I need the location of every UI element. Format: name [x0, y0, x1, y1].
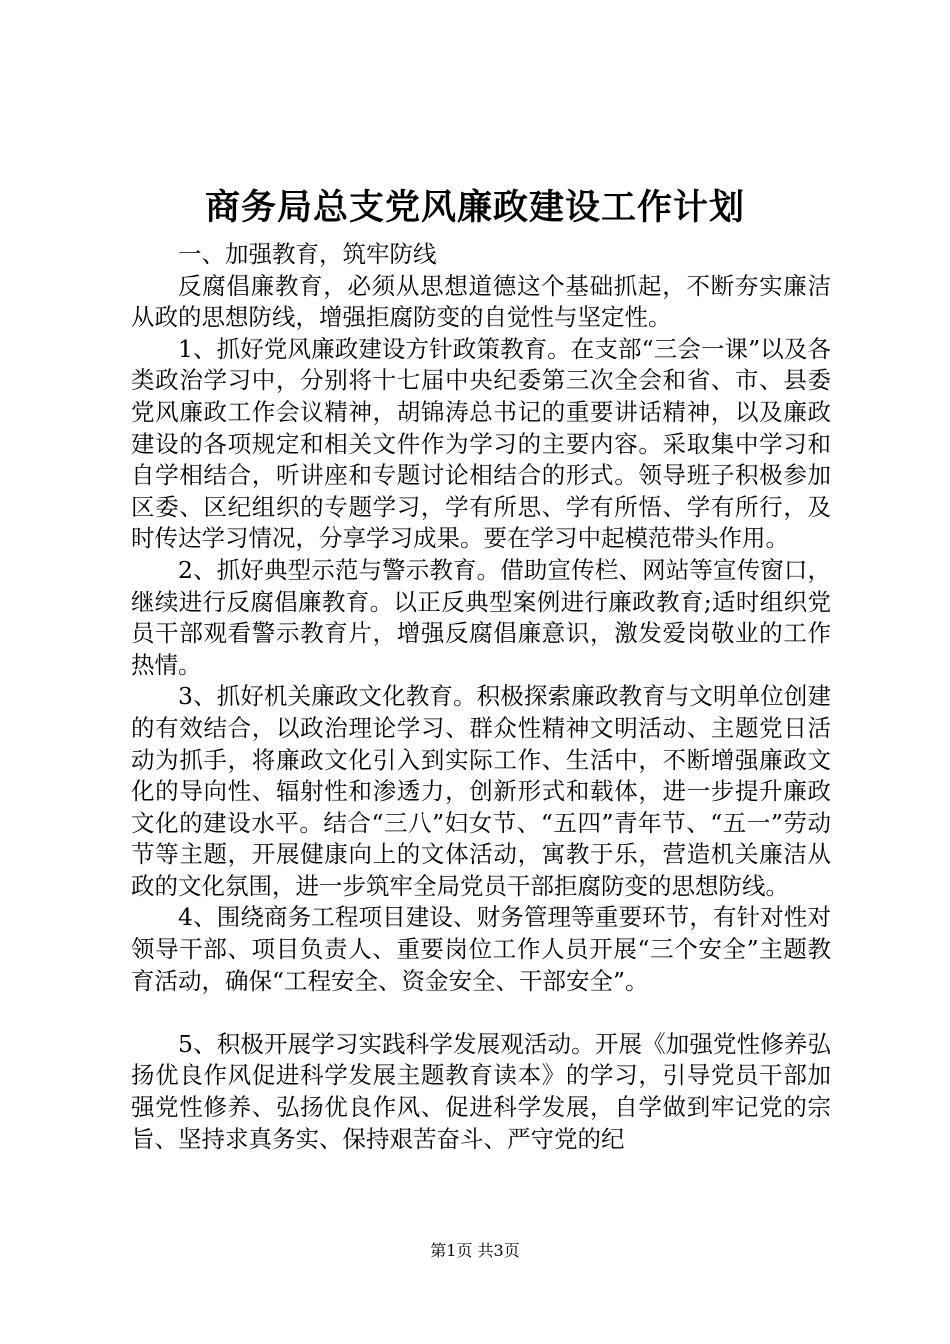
document-body — [131, 239, 831, 1155]
section-heading: 一、加强教育，筑牢防线 — [178, 240, 437, 268]
document-title: 商务局总支党风廉政建设工作计划 — [204, 187, 745, 228]
paragraph: 4、围绕商务工程项目建设、财务管理等重要环节，有针对性对领导干部、项目负责人、重要岗位工作人员开展“三个安全”主题教育活动，确保“工程安全、资金安全、干部安全”。 — [131, 903, 831, 995]
paragraph: 3、抓好机关廉政文化教育。积极探索廉政教育与文明单位创建的有效结合，以政治理论学习、群众性精神文明活动、主题党日活动为抓手，将廉政文化引入到实际工作、生活中，不断增强廉政文化的导向性、辐射性和渗透力，创新形式和载体，进一步提升廉政文化的建设水平。结合“三八”妇女节、“五四”青年节、“五一”劳动节等主题，开展健康向上的文体活动，寓教于乐，营造机关廉洁从政的文化氛围，进一步筑牢全局党员干部拒腐防变的思想防线。 — [131, 682, 831, 900]
paragraph: 2、抓好典型示范与警示教育。借助宣传栏、网站等宣传窗口，继续进行反腐倡廉教育。以正反典型案例进行廉政教育;适时组织党员干部观看警示教育片，增强反腐倡廉意识，激发爱岗敬业的工作热情。 — [131, 555, 831, 679]
paragraph: 反腐倡廉教育，必须从思想道德这个基础抓起，不断夯实廉洁从政的思想防线，增强拒腐防变的自觉性与坚定性。 — [131, 271, 831, 332]
paragraph: 1、抓好党风廉政建设方针政策教育。在支部“三会一课”以及各类政治学习中，分别将十七届中央纪委第三次全会和省、市、县委党风廉政工作会议精神，胡锦涛总书记的重要讲话精神，以及廉政建设的各项规定和相关文件作为学习的主要内容。采取集中学习和自学相结合，听讲座和专题讨论相结合的形式。领导班子积极参加区委、区纪组织的专题学习，学有所思、学有所悟、学有所行，及时传达学习情况，分享学习成果。要在学习中起模范带头作用。 — [131, 334, 831, 553]
paragraph: 5、积极开展学习实践科学发展观活动。开展《加强党性修养弘扬优良作风促进科学发展主题教育读本》的学习，引导党员干部加强党性修养、弘扬优良作风、促进科学发展，自学做到牢记党的宗旨、坚持求真务实、保持艰苦奋斗、严守党的纪 — [131, 1029, 831, 1153]
page-number-footer: 第1页 共3页 — [430, 1241, 520, 1260]
